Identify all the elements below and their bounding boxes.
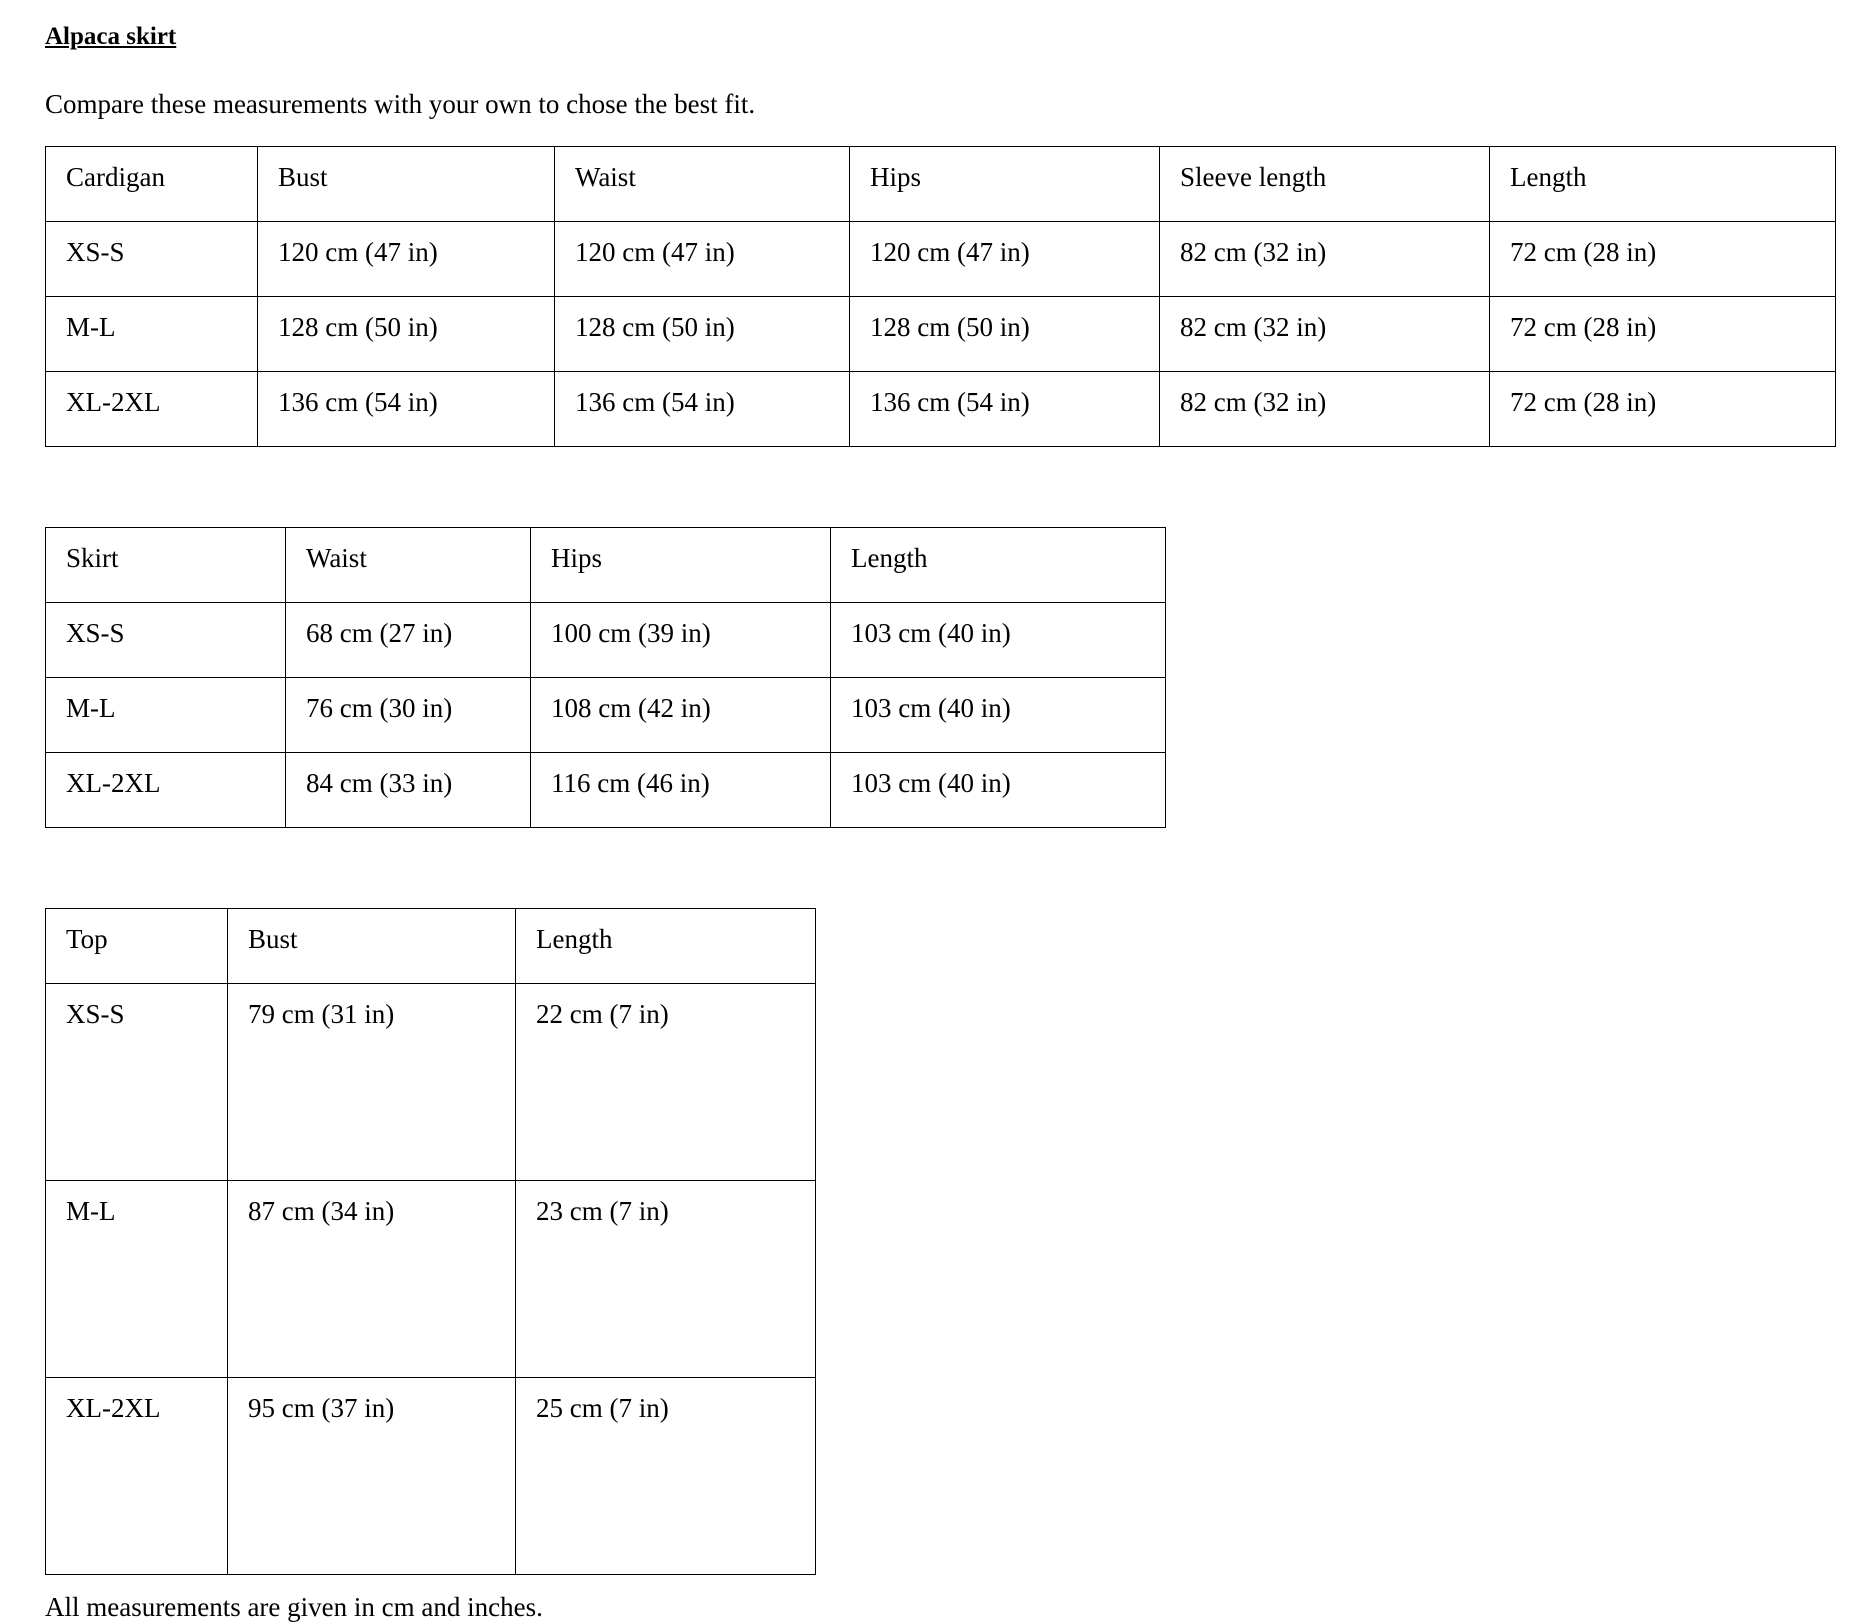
table-row [46,372,1836,447]
table-cell: XL-2XL [46,1378,228,1575]
table-cell: 116 cm (46 in) [531,753,831,828]
table-cell: M-L [46,297,258,372]
table-row [46,603,1166,678]
table-cell: 25 cm (7 in) [516,1378,816,1575]
table-cell: 136 cm (54 in) [258,372,555,447]
table-cell: 72 cm (28 in) [1490,372,1836,447]
table-header-row [46,147,1836,222]
cardigan-size-table [45,146,1836,447]
table-cell: 128 cm (50 in) [850,297,1160,372]
table-cell: XS-S [46,603,286,678]
table-cell: 79 cm (31 in) [228,984,516,1181]
column-header: Hips [850,147,1160,222]
table-cell: 103 cm (40 in) [831,753,1166,828]
top-size-table [45,908,816,1575]
table-cell: 76 cm (30 in) [286,678,531,753]
table-cell: XL-2XL [46,372,258,447]
table-cell: 128 cm (50 in) [555,297,850,372]
column-header: Hips [531,528,831,603]
footer-note: All measurements are given in cm and inches. [45,1592,543,1623]
column-header: Bust [228,909,516,984]
table-cell: 72 cm (28 in) [1490,222,1836,297]
table-cell: M-L [46,678,286,753]
table-row [46,222,1836,297]
column-header: Cardigan [46,147,258,222]
table-header-row [46,528,1166,603]
table-cell: 72 cm (28 in) [1490,297,1836,372]
table-row [46,1378,816,1575]
table-cell: 87 cm (34 in) [228,1181,516,1378]
column-header: Sleeve length [1160,147,1490,222]
table-cell: 103 cm (40 in) [831,603,1166,678]
table-cell: XS-S [46,984,228,1181]
column-header: Waist [286,528,531,603]
table-cell: 120 cm (47 in) [850,222,1160,297]
skirt-size-table [45,527,1166,828]
table-cell: 84 cm (33 in) [286,753,531,828]
table-cell: 136 cm (54 in) [555,372,850,447]
column-header: Skirt [46,528,286,603]
table-cell: 108 cm (42 in) [531,678,831,753]
table-cell: 82 cm (32 in) [1160,297,1490,372]
table-row [46,1181,816,1378]
column-header: Length [516,909,816,984]
table-row [46,678,1166,753]
table-row [46,753,1166,828]
table-cell: 22 cm (7 in) [516,984,816,1181]
table-cell: 120 cm (47 in) [258,222,555,297]
table-header-row [46,909,816,984]
table-cell: XS-S [46,222,258,297]
table-row [46,984,816,1181]
table-cell: 103 cm (40 in) [831,678,1166,753]
table-cell: 68 cm (27 in) [286,603,531,678]
column-header: Waist [555,147,850,222]
table-cell: 100 cm (39 in) [531,603,831,678]
column-header: Length [1490,147,1836,222]
column-header: Bust [258,147,555,222]
table-cell: M-L [46,1181,228,1378]
table-cell: 23 cm (7 in) [516,1181,816,1378]
column-header: Top [46,909,228,984]
table-cell: 95 cm (37 in) [228,1378,516,1575]
table-row [46,297,1836,372]
table-cell: 82 cm (32 in) [1160,372,1490,447]
intro-text: Compare these measurements with your own to chose the best fit. [45,89,756,119]
page-title: Alpaca skirt [45,23,177,50]
table-cell: 82 cm (32 in) [1160,222,1490,297]
table-cell: XL-2XL [46,753,286,828]
table-cell: 136 cm (54 in) [850,372,1160,447]
table-cell: 128 cm (50 in) [258,297,555,372]
column-header: Length [831,528,1166,603]
table-cell: 120 cm (47 in) [555,222,850,297]
